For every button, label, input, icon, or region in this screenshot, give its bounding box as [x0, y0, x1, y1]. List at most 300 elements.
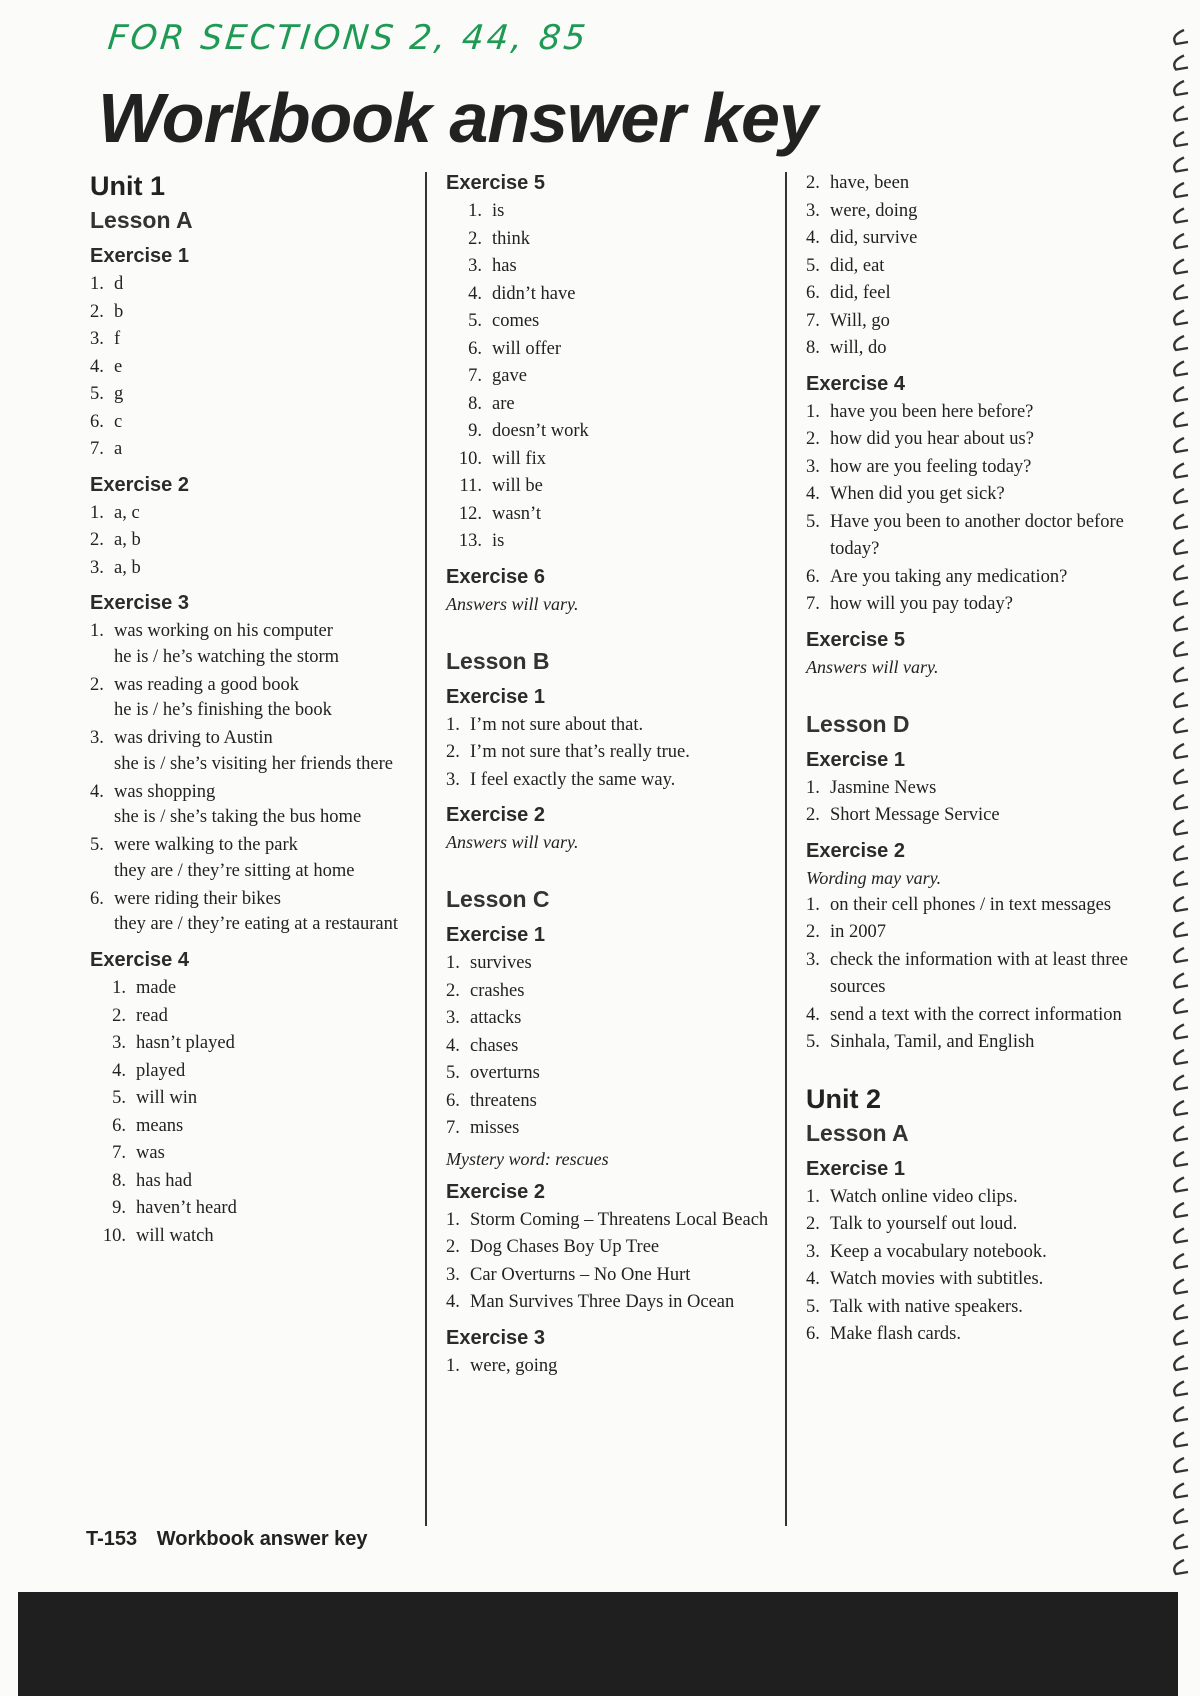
- spiral-ring: [1174, 566, 1188, 580]
- item-number: 2.: [806, 922, 820, 942]
- item-answer: attacks: [470, 1008, 522, 1028]
- item-answer: g: [114, 384, 124, 404]
- list-item: [90, 886, 420, 940]
- list-item: [90, 299, 420, 327]
- answer-list: [446, 712, 776, 795]
- item-answer: Watch online video clips.: [830, 1186, 1018, 1207]
- spiral-ring: [1174, 260, 1188, 274]
- item-answer: was shopping: [114, 781, 216, 802]
- exercise-heading: Exercise 1: [446, 685, 545, 708]
- item-number: 10.: [458, 448, 482, 469]
- item-number: 4.: [446, 1292, 460, 1312]
- item-answer: a, c: [114, 502, 140, 523]
- list-item: [90, 1140, 420, 1168]
- list-item: [446, 363, 776, 391]
- item-answer: has: [492, 256, 517, 276]
- item-number: 2.: [112, 1005, 126, 1026]
- item-number: 2.: [90, 674, 104, 695]
- list-item: [90, 1030, 420, 1058]
- list-item: [806, 1184, 1136, 1212]
- spiral-ring: [1174, 540, 1188, 554]
- item-answer: will be: [492, 476, 543, 496]
- answer-note: Wording may vary.: [806, 867, 942, 888]
- item-number: 5.: [468, 311, 482, 331]
- item-number: 2.: [90, 530, 104, 550]
- answer-list: [806, 892, 1136, 1057]
- exercise-heading: Exercise 2: [806, 839, 905, 862]
- list-item: [806, 454, 1136, 482]
- item-answer: will, do: [830, 338, 887, 358]
- item-number: 6.: [806, 566, 820, 587]
- list-item: [806, 775, 1136, 803]
- answer-list: [446, 1207, 776, 1317]
- list-item: [446, 528, 776, 556]
- list-item: [446, 281, 776, 309]
- item-answer: d: [114, 274, 124, 294]
- list-item: [446, 391, 776, 419]
- list-item: [446, 978, 776, 1006]
- list-item: [90, 1168, 420, 1196]
- item-answer: will watch: [136, 1225, 214, 1246]
- list-item: [90, 555, 420, 583]
- spiral-ring: [1174, 1076, 1188, 1090]
- item-answer: have, been: [830, 173, 910, 193]
- spiral-ring: [1174, 1254, 1188, 1268]
- item-number: 12.: [458, 503, 482, 524]
- exercise-heading: Exercise 5: [806, 628, 905, 651]
- item-number: 9.: [112, 1198, 126, 1218]
- spiral-ring: [1174, 974, 1188, 988]
- answer-list: [90, 618, 420, 939]
- spiral-ring: [1174, 846, 1188, 860]
- exercise-heading: Exercise 3: [90, 592, 189, 614]
- list-item: [806, 1294, 1136, 1322]
- list-item: [446, 501, 776, 529]
- list-item: [446, 1033, 776, 1061]
- lesson-heading: Lesson D: [806, 710, 910, 737]
- item-answer: Watch movies with subtitles.: [830, 1269, 1044, 1289]
- list-item: [446, 767, 776, 795]
- item-number: 7.: [806, 310, 820, 331]
- item-answer: think: [492, 228, 531, 249]
- item-number: 3.: [90, 329, 104, 349]
- answer-list: [446, 198, 776, 556]
- item-number: 6.: [446, 1090, 460, 1111]
- item-number: 3.: [806, 456, 820, 477]
- handwritten-note: FOR SECTIONS 2, 44, 85: [105, 18, 591, 58]
- item-number: 1.: [446, 1355, 460, 1376]
- item-answer: Make flash cards.: [830, 1324, 961, 1344]
- item-number: 6.: [806, 1324, 820, 1344]
- list-item: [806, 308, 1136, 336]
- item-answer: Have you been to another doctor before today?: [830, 511, 1124, 559]
- spiral-ring: [1174, 464, 1188, 478]
- item-answer: will win: [136, 1088, 198, 1108]
- list-item: [806, 1321, 1136, 1349]
- item-answer: Talk with native speakers.: [830, 1296, 1023, 1317]
- spiral-ring: [1174, 872, 1188, 886]
- item-number: 3.: [90, 728, 104, 748]
- spiral-ring: [1174, 1458, 1188, 1472]
- item-number: 3.: [806, 200, 820, 221]
- page-footer: [86, 1528, 368, 1551]
- item-answer: I’m not sure about that.: [470, 714, 644, 735]
- page-number: T-153: [86, 1528, 138, 1550]
- item-number: 1.: [446, 714, 460, 735]
- item-answer: hasn’t played: [136, 1033, 235, 1053]
- column-3: [806, 170, 1136, 1353]
- item-number: 4.: [806, 1269, 820, 1289]
- list-item: [446, 1262, 776, 1290]
- item-number: 9.: [468, 421, 482, 441]
- answer-note: Answers will vary.: [446, 593, 579, 614]
- item-number: 1.: [806, 401, 820, 422]
- list-item: [90, 618, 420, 672]
- list-item: [446, 950, 776, 978]
- item-number: 4.: [90, 781, 104, 802]
- item-answer: threatens: [470, 1090, 537, 1111]
- answer-list: [446, 1353, 776, 1381]
- spiral-ring: [1174, 1127, 1188, 1141]
- item-answer: c: [114, 411, 123, 432]
- item-number: 6.: [90, 411, 104, 432]
- item-number: 3.: [806, 949, 820, 970]
- spiral-ring: [1174, 1331, 1188, 1345]
- list-item: [806, 1002, 1136, 1030]
- item-answer: send a text with the correct information: [830, 1004, 1122, 1025]
- list-item: [446, 418, 776, 446]
- spiral-ring: [1174, 515, 1188, 529]
- item-number: 10.: [102, 1225, 126, 1246]
- item-answer: read: [136, 1005, 168, 1026]
- list-item: [806, 1266, 1136, 1294]
- list-item: [446, 1353, 776, 1381]
- item-number: 4.: [90, 356, 104, 377]
- list-item: [90, 1195, 420, 1223]
- list-item: [446, 1088, 776, 1116]
- item-answer: did, eat: [830, 255, 885, 276]
- item-answer: comes: [492, 311, 540, 331]
- item-number: 3.: [112, 1033, 126, 1053]
- list-item: [446, 1289, 776, 1317]
- item-number: 1.: [446, 1209, 460, 1230]
- item-answer-followup: he is / he’s finishing the book: [114, 700, 332, 720]
- mystery-word: Mystery word: rescues: [446, 1148, 609, 1169]
- item-answer: was: [136, 1143, 165, 1163]
- spiral-ring: [1174, 285, 1188, 299]
- column-divider: [785, 172, 787, 1526]
- exercise-heading: Exercise 1: [90, 245, 189, 267]
- page-title: Workbook answer key: [98, 79, 817, 157]
- spiral-ring: [1174, 1050, 1188, 1064]
- column-1: [90, 170, 420, 1254]
- answer-list: [806, 399, 1136, 619]
- spiral-binding: [1162, 20, 1196, 1590]
- list-item: [90, 500, 420, 528]
- answer-list: [90, 975, 420, 1250]
- list-item: [446, 1060, 776, 1088]
- item-number: 3.: [468, 256, 482, 276]
- item-answer: e: [114, 356, 123, 377]
- item-answer: I feel exactly the same way.: [470, 769, 676, 790]
- item-answer: a: [114, 439, 123, 459]
- item-number: 3.: [446, 769, 460, 790]
- list-item: [90, 381, 420, 409]
- item-answer: Storm Coming – Threatens Local Beach: [470, 1209, 769, 1230]
- item-number: 1.: [90, 621, 104, 641]
- item-answer: Jasmine News: [830, 777, 937, 798]
- item-answer: doesn’t work: [492, 421, 589, 441]
- item-answer: Car Overturns – No One Hurt: [470, 1264, 691, 1285]
- list-item: [806, 399, 1136, 427]
- list-item: [806, 1211, 1136, 1239]
- spiral-ring: [1174, 209, 1188, 223]
- list-item: [90, 1085, 420, 1113]
- list-item: [446, 712, 776, 740]
- item-number: 5.: [806, 1032, 820, 1052]
- item-answer: played: [136, 1060, 186, 1081]
- list-item: [806, 335, 1136, 363]
- list-item: [806, 802, 1136, 830]
- spiral-ring: [1174, 1203, 1188, 1217]
- spiral-ring: [1174, 1484, 1188, 1498]
- spiral-ring: [1174, 1433, 1188, 1447]
- item-number: 8.: [806, 338, 820, 358]
- item-number: 4.: [468, 283, 482, 304]
- item-number: 3.: [806, 1241, 820, 1262]
- item-answer: haven’t heard: [136, 1198, 237, 1218]
- item-number: 1.: [90, 274, 104, 294]
- item-answer: Man Survives Three Days in Ocean: [470, 1292, 735, 1312]
- item-answer: will offer: [492, 338, 562, 359]
- list-item: [806, 591, 1136, 619]
- item-answer: Will, go: [830, 310, 890, 331]
- item-answer: gave: [492, 366, 527, 386]
- item-answer: b: [114, 301, 124, 322]
- item-number: 7.: [90, 439, 104, 459]
- exercise-heading: Exercise 2: [446, 804, 545, 826]
- item-answer: f: [114, 329, 121, 349]
- exercise-heading: Exercise 3: [446, 1326, 545, 1349]
- item-answer: how will you pay today?: [830, 594, 1013, 614]
- item-number: 13.: [458, 531, 482, 551]
- item-answer: were, doing: [830, 200, 918, 221]
- spiral-ring: [1174, 1356, 1188, 1370]
- list-item: [446, 1005, 776, 1033]
- item-number: 2.: [446, 980, 460, 1001]
- item-number: 1.: [806, 894, 820, 915]
- item-answer: Short Message Service: [830, 805, 1000, 825]
- list-item: [90, 725, 420, 779]
- list-item: [446, 253, 776, 281]
- item-answer: Keep a vocabulary notebook.: [830, 1241, 1047, 1262]
- item-answer: check the information with at least three sources: [830, 949, 1128, 997]
- spiral-ring: [1174, 183, 1188, 197]
- item-answer: crashes: [470, 980, 525, 1001]
- item-answer: misses: [470, 1118, 520, 1138]
- list-item: [446, 308, 776, 336]
- list-item: [90, 672, 420, 726]
- list-item: [806, 1029, 1136, 1057]
- list-item: [806, 892, 1136, 920]
- item-answer: were walking to the park: [114, 835, 298, 855]
- item-number: 1.: [468, 201, 482, 221]
- item-number: 7.: [806, 594, 820, 614]
- answer-list: [806, 1184, 1136, 1349]
- item-number: 5.: [806, 511, 820, 532]
- item-number: 2.: [806, 173, 820, 193]
- answer-list: [806, 170, 1136, 363]
- item-answer: was working on his computer: [114, 621, 333, 641]
- list-item: [446, 473, 776, 501]
- item-number: 2.: [806, 429, 820, 449]
- exercise-heading: Exercise 1: [806, 1157, 905, 1180]
- item-number: 8.: [468, 393, 482, 414]
- scan-edge-band: [18, 1592, 1178, 1696]
- spiral-ring: [1174, 642, 1188, 656]
- list-item: [446, 446, 776, 474]
- item-answer: have you been here before?: [830, 401, 1034, 422]
- spiral-ring: [1174, 999, 1188, 1013]
- list-item: [90, 1003, 420, 1031]
- spiral-ring: [1174, 81, 1188, 95]
- spiral-ring: [1174, 591, 1188, 605]
- item-number: 3.: [90, 557, 104, 578]
- item-number: 1.: [446, 953, 460, 973]
- item-answer: chases: [470, 1035, 519, 1056]
- list-item: [90, 354, 420, 382]
- spiral-ring: [1174, 362, 1188, 376]
- list-item: [90, 527, 420, 555]
- exercise-heading: Exercise 2: [90, 473, 189, 496]
- exercise-heading: Exercise 6: [446, 565, 545, 588]
- list-item: [90, 271, 420, 299]
- item-number: 4.: [806, 1004, 820, 1025]
- list-item: [90, 779, 420, 833]
- exercise-heading: Exercise 5: [446, 172, 545, 194]
- spiral-ring: [1174, 617, 1188, 631]
- list-item: [90, 326, 420, 354]
- exercise-heading: Exercise 1: [806, 748, 905, 771]
- item-answer: were riding their bikes: [114, 888, 281, 909]
- spiral-ring: [1174, 1152, 1188, 1166]
- item-number: 7.: [112, 1143, 126, 1163]
- list-item: [446, 739, 776, 767]
- list-item: [90, 1223, 420, 1251]
- item-answer: was driving to Austin: [114, 728, 273, 748]
- item-answer: are: [492, 393, 515, 414]
- item-number: 5.: [90, 384, 104, 404]
- spiral-ring: [1174, 132, 1188, 146]
- item-number: 2.: [446, 742, 460, 762]
- spiral-ring: [1174, 387, 1188, 401]
- spiral-ring: [1174, 1178, 1188, 1192]
- item-answer: did, survive: [830, 228, 918, 248]
- item-answer: did, feel: [830, 283, 891, 303]
- spiral-ring: [1174, 744, 1188, 758]
- item-number: 5.: [446, 1063, 460, 1083]
- list-item: [446, 198, 776, 226]
- spiral-ring: [1174, 234, 1188, 248]
- item-number: 1.: [90, 502, 104, 523]
- item-answer: Talk to yourself out loud.: [830, 1214, 1018, 1234]
- item-answer: Dog Chases Boy Up Tree: [470, 1237, 660, 1257]
- lesson-heading: Lesson A: [806, 1119, 909, 1146]
- list-item: [806, 253, 1136, 281]
- item-number: 8.: [112, 1170, 126, 1191]
- item-number: 2.: [806, 1214, 820, 1234]
- spiral-ring: [1174, 1280, 1188, 1294]
- item-answer: how did you hear about us?: [830, 429, 1034, 449]
- spiral-ring: [1174, 923, 1188, 937]
- item-number: 5.: [112, 1088, 126, 1108]
- spiral-ring: [1174, 1407, 1188, 1421]
- list-item: [806, 170, 1136, 198]
- spiral-ring: [1174, 795, 1188, 809]
- item-number: 7.: [468, 366, 482, 386]
- list-item: [806, 280, 1136, 308]
- list-item: [446, 226, 776, 254]
- spiral-ring: [1174, 30, 1188, 44]
- item-number: 4.: [806, 228, 820, 248]
- item-answer: survives: [470, 953, 532, 973]
- spiral-ring: [1174, 56, 1188, 70]
- spiral-ring: [1174, 1025, 1188, 1039]
- list-item: [446, 336, 776, 364]
- item-number: 2.: [468, 228, 482, 249]
- spiral-ring: [1174, 1560, 1188, 1574]
- item-answer: how are you feeling today?: [830, 456, 1032, 477]
- item-number: 4.: [446, 1035, 460, 1056]
- list-item: [806, 198, 1136, 226]
- item-answer-followup: they are / they’re sitting at home: [114, 860, 355, 881]
- exercise-heading: Exercise 1: [446, 924, 545, 946]
- item-answer: has had: [136, 1170, 192, 1191]
- item-answer-followup: they are / they’re eating at a restaurant: [114, 914, 399, 934]
- spiral-ring: [1174, 1382, 1188, 1396]
- item-answer: didn’t have: [492, 283, 576, 304]
- item-number: 1.: [806, 777, 820, 798]
- item-answer: means: [136, 1115, 184, 1136]
- item-answer: is: [492, 531, 505, 551]
- item-number: 11.: [459, 476, 482, 496]
- list-item: [446, 1234, 776, 1262]
- lesson-heading: Lesson A: [90, 207, 193, 233]
- spiral-ring: [1174, 719, 1188, 733]
- answer-note: Answers will vary.: [446, 832, 579, 852]
- spiral-ring: [1174, 413, 1188, 427]
- unit-heading: Unit 2: [806, 1083, 882, 1114]
- list-item: [90, 436, 420, 464]
- item-answer: When did you get sick?: [830, 484, 1005, 504]
- list-item: [446, 1115, 776, 1143]
- item-answer: a, b: [114, 530, 141, 550]
- spiral-ring: [1174, 897, 1188, 911]
- answer-list: [446, 950, 776, 1143]
- list-item: [806, 947, 1136, 1002]
- item-number: 5.: [806, 255, 820, 276]
- item-number: 7.: [446, 1118, 460, 1138]
- item-answer-followup: she is / she’s visiting her friends there: [114, 753, 393, 774]
- spiral-ring: [1174, 311, 1188, 325]
- lesson-heading: Lesson C: [446, 886, 550, 912]
- item-answer: will fix: [492, 448, 546, 469]
- column-2: [446, 170, 776, 1384]
- answer-list: [90, 500, 420, 583]
- answer-list: [90, 271, 420, 464]
- item-number: 6.: [112, 1115, 126, 1136]
- spiral-ring: [1174, 489, 1188, 503]
